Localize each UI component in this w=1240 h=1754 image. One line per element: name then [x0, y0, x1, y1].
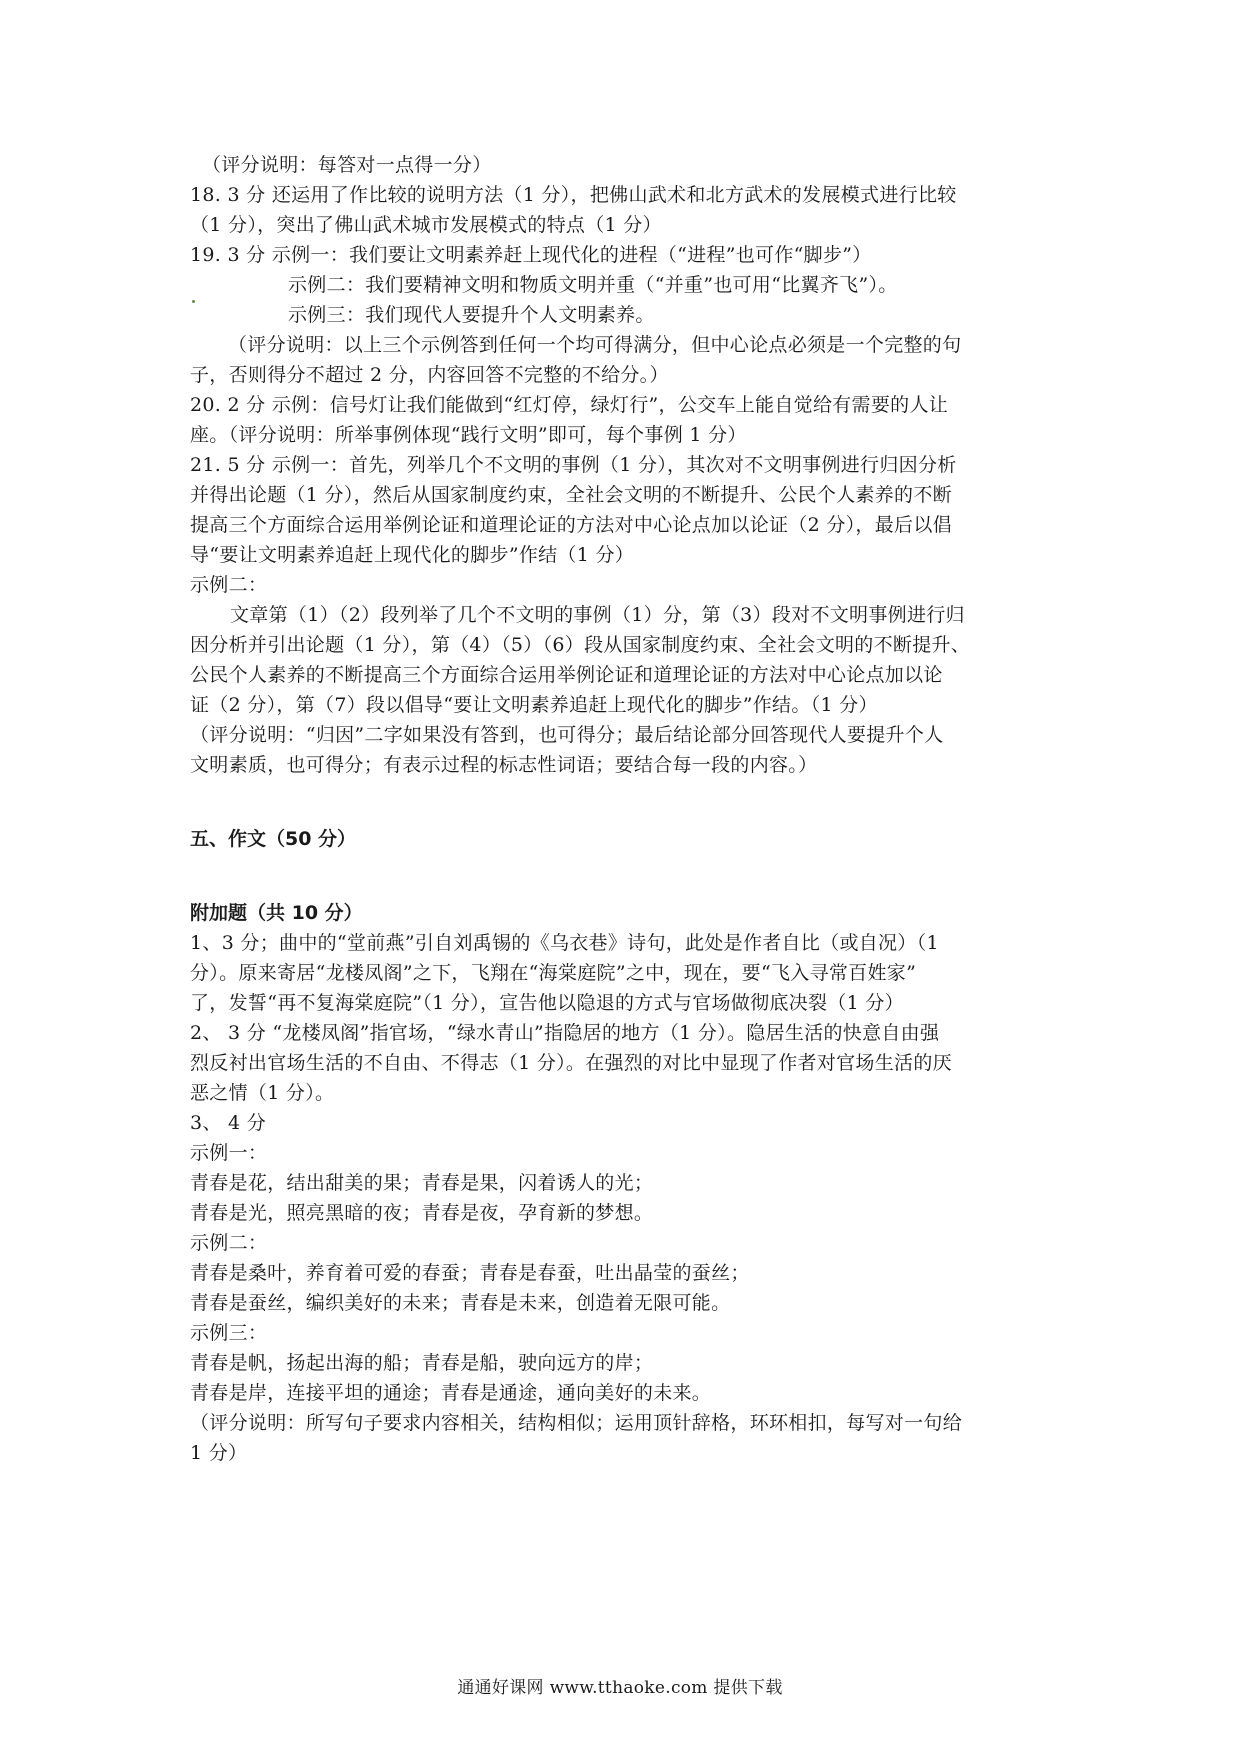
bonus-example-three-label: 示例三：	[190, 1322, 268, 1344]
bonus-q1-line: 1、3 分；曲中的“堂前燕”引自刘禹锡的《乌衣巷》诗句，此处是作者自比（或自况）（1	[190, 932, 939, 954]
bonus-example-two-line: 青春是蚕丝，编织美好的未来；青春是未来，创造着无限可能。	[190, 1292, 731, 1314]
bonus-example-two-line: 青春是桑叶，养育着可爱的春蚕；青春是春蚕，吐出晶莹的蚕丝；	[190, 1262, 750, 1284]
bonus-heading: 附加题（共 10 分）	[190, 902, 363, 924]
bonus-q2-line: 2、 3 分 “龙楼凤阁”指官场，“绿水青山”指隐居的地方（1 分）。隐居生活的快意自由强	[190, 1022, 940, 1044]
q20-answer-line: 座。（评分说明：所举事例体现“践行文明”即可，每个事例 1 分）	[190, 424, 747, 446]
bonus-q2-line: 恶之情（1 分）。	[190, 1082, 335, 1104]
q19-example-two: 示例二：我们要精神文明和物质文明并重（“并重”也可用“比翼齐飞”）。	[288, 274, 898, 296]
q21-answer-line: 导“要让文明素养追赶上现代化的脚步”作结（1 分）	[190, 544, 635, 566]
q21-example-two-line: 证（2 分），第（7）段以倡导“要让文明素养追赶上现代化的脚步”作结。（1 分）	[190, 694, 878, 716]
q20-answer-line: 20. 2 分 示例：信号灯让我们能做到“红灯停，绿灯行”，公交车上能自觉给有需要的人让	[190, 394, 949, 416]
bonus-example-three-line: 青春是岸，连接平坦的通途；青春是通途，通向美好的未来。	[190, 1382, 712, 1404]
q19-scoring-note: （评分说明：以上三个示例答到任何一个均可得满分，但中心论点必须是一个完整的句	[228, 334, 962, 356]
q21-answer-line: 21. 5 分 示例一：首先，列举几个不文明的事例（1 分），其次对不文明事例进行归因分析	[190, 454, 957, 476]
q21-example-two-line: 文章第（1）（2）段列举了几个不文明的事例（1）分，第（3）段对不文明事例进行归	[230, 604, 965, 626]
bonus-q3-line: 3、 4 分	[190, 1112, 267, 1134]
bonus-scoring-note: 1 分）	[190, 1442, 248, 1464]
bonus-example-one-label: 示例一：	[190, 1142, 268, 1164]
q21-answer-line: 并得出论题（1 分），然后从国家制度约束，全社会文明的不断提升、公民个人素养的不断	[190, 484, 952, 506]
q18-answer-line: （1 分），突出了佛山武术城市发展模式的特点（1 分）	[190, 214, 662, 236]
q21-scoring-note: （评分说明：“归因”二字如果没有答到，也可得分；最后结论部分回答现代人要提升个人	[190, 724, 944, 746]
bonus-q1-line: 了，发誓“再不复海棠庭院”（1 分），宣告他以隐退的方式与官场做彻底决裂（1 分）	[190, 992, 904, 1014]
q18-answer-line: 18. 3 分 还运用了作比较的说明方法（1 分），把佛山武术和北方武术的发展模式进行比较	[190, 184, 957, 206]
q21-example-two-line: 因分析并引出论题（1 分），第（4）（5）（6）段从国家制度约束、全社会文明的不断提升、	[190, 634, 971, 656]
bonus-example-three-line: 青春是帆，扬起出海的船；青春是船，驶向远方的岸；	[190, 1352, 654, 1374]
q19-example-three: 示例三：我们现代人要提升个人文明素养。	[288, 304, 655, 326]
bonus-example-one-line: 青春是光，照亮黑暗的夜；青春是夜，孕育新的梦想。	[190, 1202, 654, 1224]
q21-scoring-note: 文明素质，也可得分；有表示过程的标志性词语；要结合每一段的内容。）	[190, 754, 818, 776]
answer-content	[190, 150, 1062, 1468]
bonus-example-one-line: 青春是花，结出甜美的果；青春是果，闪着诱人的光；	[190, 1172, 654, 1194]
page-footer: 通通好课网 www.tthaoke.com 提供下载	[457, 1678, 783, 1698]
q21-answer-line: 提高三个方面综合运用举例论证和道理论证的方法对中心论点加以论证（2 分），最后以倡	[190, 514, 952, 536]
q19-answer-line: 19. 3 分 示例一：我们要让文明素养赶上现代化的进程（“进程”也可作“脚步”）	[190, 244, 872, 266]
section-five-heading: 五、作文（50 分）	[190, 828, 357, 850]
bonus-scoring-note: （评分说明：所写句子要求内容相关，结构相似；运用顶针辞格，环环相扣，每写对一句给	[190, 1412, 963, 1434]
bonus-q2-line: 烈反衬出官场生活的不自由、不得志（1 分）。在强烈的对比中显现了作者对官场生活的厌	[190, 1052, 952, 1074]
bonus-example-two-label: 示例二：	[190, 1232, 268, 1254]
q17-scoring-note: （评分说明：每答对一点得一分）	[202, 154, 492, 176]
q21-example-two-label: 示例二：	[190, 574, 268, 596]
q21-example-two-line: 公民个人素养的不断提高三个方面综合运用举例论证和道理论证的方法对中心论点加以论	[190, 664, 943, 686]
q19-scoring-note: 子，否则得分不超过 2 分，内容回答不完整的不给分。）	[190, 364, 669, 386]
bonus-q1-line: 分）。原来寄居“龙楼凤阁”之下，飞翔在“海棠庭院”之中，现在，要“飞入寻常百姓家”	[190, 962, 917, 984]
